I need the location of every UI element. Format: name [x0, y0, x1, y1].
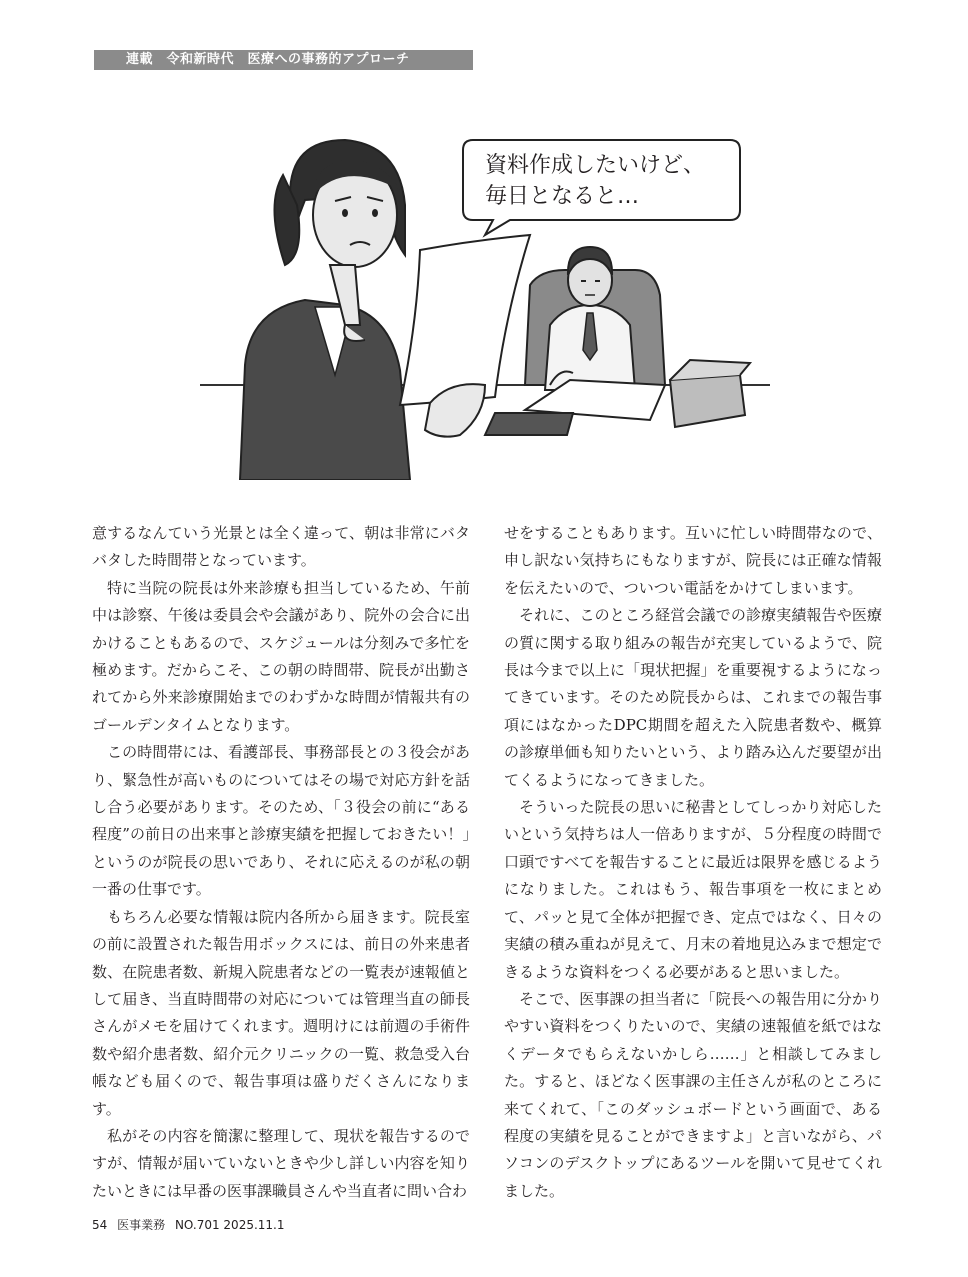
issue-info: NO.701 2025.11.1 [174, 1218, 285, 1232]
paragraph: そういった院長の思いに秘書としてしっかり対応したいという気持ちは人一倍ありますが、５分程度の時間で口頭ですべてを報告することに最近は限界を感じるようになりました。これはもう、報告事項を一枚にまとめて、パッと見て全体が把握でき、定点ではなく、日々の実績の積み重ねが見えて、月末の着地見込みまで想定できるような資料をつくる必要があると思いました。 [504, 798, 882, 981]
illustration-secretary-and-director [195, 135, 775, 480]
series-title: 連載 令和新時代 医療への事務的アプローチ [126, 52, 410, 67]
article-column-right [504, 520, 882, 1205]
magazine-name: 医事業務 [117, 1218, 166, 1232]
paragraph: そこで、医事課の担当者に「院長への報告用に分かりやすい資料をつくりたいので、実績の速報値を紙ではなくデータでもらえないかしら……」と相談してみました。すると、ほどなく医事課の主任さんが私のところに来てくれて、「このダッシュボードという画面で、ある程度の実績を見ることができますよ」と言いながら、パソコンのデスクトップにあるツールを開いて見せてくれました。 [504, 989, 882, 1200]
paragraph: 私がその内容を簡潔に整理して、現状を報告するのですが、情報が届いていないときや少し詳しい内容を知りたいときには早番の医事課職員さんや当直者に問い合わ [92, 1126, 470, 1200]
paragraph: この時間帯には、看護部長、事務部長との３役会があり、緊急性が高いものについてはその場で対応方針を話し合う必要があります。そのため、「３役会の前に“ある程度”の前日の出来事と診療実績を把握しておきたい！」というのが院長の思いであり、それに応えるのが私の朝一番の仕事です。 [92, 743, 470, 899]
held-document [400, 235, 530, 437]
desk-nameplate [485, 413, 573, 435]
speech-bubble [463, 140, 740, 235]
paragraph: 特に当院の院長は外来診療も担当しているため、午前中は診察、午後は委員会や会議があり、院外の会合に出かけることもあるので、スケジュールは分刻みで多忙を極めます。だからこそ、この朝の時間帯、院長が出勤されてから外来診療開始までのわずかな時間が情報共有のゴールデンタイムとなります。 [92, 578, 470, 734]
article-column-left [92, 520, 470, 1205]
speech-line-2: 毎日となると… [485, 184, 640, 209]
document-tray [670, 360, 750, 427]
page-footer [92, 1216, 291, 1233]
director-figure [545, 247, 635, 390]
paragraph: もちろん必要な情報は院内各所から届きます。院長室の前に設置された報告用ボックスには、前日の外来患者数、在院患者数、新規入院患者などの一覧表が速報値として届き、当直時間帯の対応については管理当直の師長さんがメモを届けてくれます。週明けには前週の手術件数や紹介患者数、紹介元クリニックの一覧、救急受入台帳なども届くので、報告事項は盛りだくさんになります。 [92, 907, 470, 1118]
series-header-banner [94, 50, 473, 70]
paragraph: 意するなんていう光景とは全く違って、朝は非常にバタバタした時間帯となっています。 [92, 524, 470, 570]
speech-line-1: 資料作成したいけど、 [485, 153, 706, 178]
secretary-figure [240, 140, 410, 480]
paragraph: せをすることもあります。互いに忙しい時間帯なので、申し訳ない気持ちにもなりますが、院長には正確な情報を伝えたいので、ついつい電話をかけてしまいます。 [504, 524, 882, 597]
paragraph: それに、このところ経営会議での診療実績報告や医療の質に関する取り組みの報告が充実しているようで、院長は今まで以上に「現状把握」を重要視するようになってきています。そのため院長からは、これまでの報告事項にはなかったDPC期間を超えた入院患者数や、概算の診療単価も知りたいという、より踏み込んだ要望が出てくるようになってきました。 [504, 606, 882, 789]
page-number: 54 [92, 1218, 108, 1232]
